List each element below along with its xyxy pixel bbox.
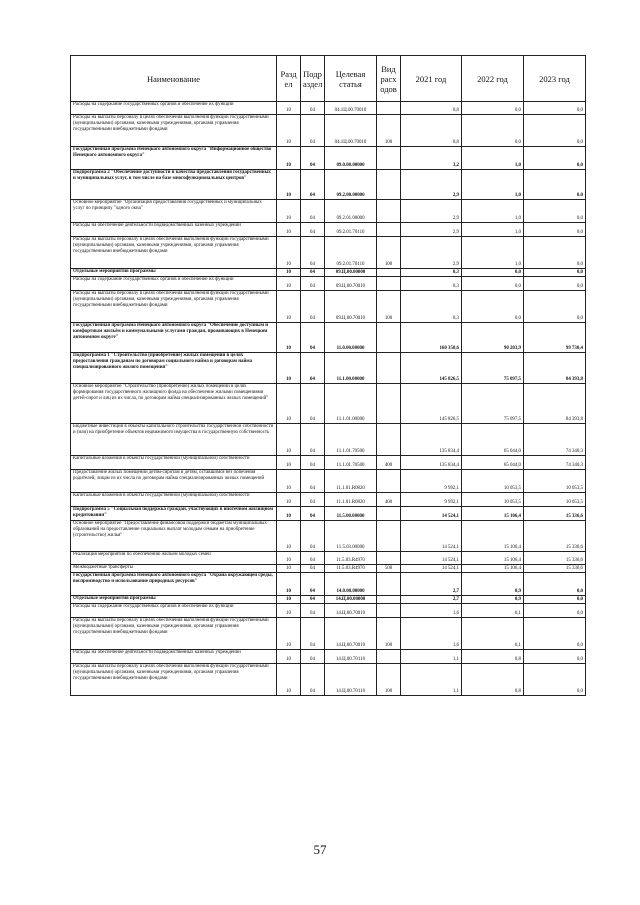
cell-vid-rashodov [377, 596, 401, 604]
cell-2021: 0,8 [401, 102, 462, 115]
cell-name: Расходы на обеспечение деятельности подведомственных казенных учреждений [71, 223, 277, 237]
cell-name: Основное мероприятие "Организация предоставления государственных и муниципальных услуг по принципу "одного окна" [71, 200, 277, 223]
cell-razdel: 10 [277, 424, 301, 456]
table-row [71, 521, 586, 552]
cell-podrazdel: 04 [301, 618, 325, 650]
table-row [71, 424, 586, 456]
budget-table-sheet [70, 55, 585, 696]
cell-2021: 1,1 [401, 650, 462, 664]
cell-name: Государственная программа Ненецкого автономного округа "Обеспечение доступным и комфортным жильём и коммунальными услугами граждан, проживающих в Ненецком автономном округе" [71, 323, 277, 353]
cell-celevaya-statya: 09.2.01.70110 [325, 223, 377, 237]
cell-celevaya-statya: 04.1Ц.00.70010 [325, 102, 377, 115]
cell-podrazdel: 04 [301, 596, 325, 604]
cell-2022: 0,9 [462, 573, 524, 596]
cell-podrazdel: 04 [301, 223, 325, 237]
cell-podrazdel: 04 [301, 493, 325, 507]
cell-name: Расходы на выплаты персоналу в целях обеспечения выполнения функций государственными (муниципальными) органами, казенными учреждениями, органами управления государственными внебюджетными фондами [71, 664, 277, 696]
cell-2023: 0,0 [524, 269, 586, 277]
cell-vid-rashodov: 100 [377, 115, 401, 147]
table-header-row [71, 56, 586, 102]
cell-razdel: 10 [277, 223, 301, 237]
cell-podrazdel: 04 [301, 102, 325, 115]
cell-2023: 0,0 [524, 596, 586, 604]
cell-vid-rashodov: 100 [377, 618, 401, 650]
table-row [71, 147, 586, 170]
cell-2022: 10 053,5 [462, 493, 524, 507]
cell-2021: 1,6 [401, 618, 462, 650]
cell-name: Расходы на выплаты персоналу в целях обеспечения выполнения функций государственными (муниципальными) органами, казенными учреждениями, органами управления государственными внебюджетными фондами [71, 291, 277, 323]
cell-razdel: 10 [277, 552, 301, 565]
cell-name: Отдельные мероприятия программы [71, 596, 277, 604]
cell-celevaya-statya: 11.1.01.00000 [325, 384, 377, 424]
cell-name: Расходы на обеспечение деятельности подведомственных казенных учреждений [71, 650, 277, 664]
table-row [71, 170, 586, 200]
cell-name: Подпрограмма 1 "Строительство (приобретение) жилых помещений в целях предоставления гражданам по договорам социального найма и договорам найма специализированного жилого помещения" [71, 353, 277, 384]
cell-celevaya-statya: 14.Ц.00.70110 [325, 664, 377, 696]
cell-celevaya-statya: 04.1Ц.00.70010 [325, 115, 377, 147]
cell-name: Государственная программа Ненецкого автономного округа "Охрана окружающей среды, воспроизводство и использование природных ресурсов" [71, 573, 277, 596]
header-razdel: Разд ел [277, 56, 301, 102]
cell-name: Реализация мероприятий по обеспечению жильем молодых семей [71, 552, 277, 565]
cell-name: Отдельные мероприятия программы [71, 269, 277, 277]
cell-2023: 0,0 [524, 277, 586, 291]
cell-razdel: 10 [277, 384, 301, 424]
cell-vid-rashodov [377, 470, 401, 493]
table-row [71, 650, 586, 664]
cell-vid-rashodov [377, 102, 401, 115]
cell-vid-rashodov: 100 [377, 291, 401, 323]
page-number: 57 [313, 842, 327, 857]
cell-2021: 3,2 [401, 147, 462, 170]
cell-2021: 1,6 [401, 604, 462, 618]
cell-celevaya-statya: 09.2.01.70110 [325, 237, 377, 269]
table-row [71, 565, 586, 573]
cell-2022: 15 106,4 [462, 507, 524, 521]
cell-podrazdel: 04 [301, 353, 325, 384]
table-row [71, 664, 586, 696]
cell-2023: 84 393,8 [524, 353, 586, 384]
cell-vid-rashodov [377, 521, 401, 552]
cell-razdel: 10 [277, 102, 301, 115]
cell-2023: 0,0 [524, 604, 586, 618]
cell-2023: 0,0 [524, 223, 586, 237]
cell-podrazdel: 04 [301, 200, 325, 223]
cell-podrazdel: 04 [301, 552, 325, 565]
cell-celevaya-statya: 11.1.01.70500 [325, 424, 377, 456]
cell-razdel: 10 [277, 115, 301, 147]
cell-vid-rashodov [377, 384, 401, 424]
cell-2021: 2,9 [401, 237, 462, 269]
table-row [71, 618, 586, 650]
cell-vid-rashodov [377, 424, 401, 456]
header-name: Наименование [71, 56, 277, 102]
cell-celevaya-statya: 11.5.03.R4970 [325, 552, 377, 565]
cell-podrazdel: 04 [301, 456, 325, 470]
cell-2022: 65 044,0 [462, 424, 524, 456]
cell-razdel: 10 [277, 456, 301, 470]
cell-name: Расходы на выплаты персоналу в целях обеспечения выполнения функций государственными (муниципальными) органами, казенными учреждениями, органами управления государственными внебюджетными фондами [71, 115, 277, 147]
cell-2022: 0,1 [462, 618, 524, 650]
cell-celevaya-statya: 09.0.00.00000 [325, 147, 377, 170]
cell-razdel: 10 [277, 604, 301, 618]
cell-2021: 160 350,6 [401, 323, 462, 353]
cell-2021: 0,3 [401, 291, 462, 323]
cell-2023: 84 393,8 [524, 384, 586, 424]
cell-name: Бюджетные инвестиции в объекты капитального строительства государственной собственности и (или) на приобретение объектов недвижимого имущества в государственную собственность [71, 424, 277, 456]
header-2023: 2023 год [524, 56, 586, 102]
cell-2022: 0,0 [462, 269, 524, 277]
cell-2021: 2,7 [401, 596, 462, 604]
cell-2023: 10 053,5 [524, 470, 586, 493]
cell-2022: 1,0 [462, 223, 524, 237]
cell-2023: 74 340,3 [524, 456, 586, 470]
cell-razdel: 10 [277, 323, 301, 353]
cell-podrazdel: 04 [301, 147, 325, 170]
cell-razdel: 10 [277, 573, 301, 596]
cell-2023: 10 053,5 [524, 493, 586, 507]
cell-razdel: 10 [277, 269, 301, 277]
table-row [71, 353, 586, 384]
cell-2022: 1,0 [462, 147, 524, 170]
cell-2022: 90 203,9 [462, 323, 524, 353]
cell-celevaya-statya: 14.0.00.00000 [325, 573, 377, 596]
cell-vid-rashodov [377, 277, 401, 291]
cell-2023: 0,0 [524, 147, 586, 170]
cell-razdel: 10 [277, 664, 301, 696]
table-row [71, 291, 586, 323]
table-row [71, 237, 586, 269]
cell-celevaya-statya: 14.Ц.00.70010 [325, 618, 377, 650]
cell-2022: 15 106,4 [462, 552, 524, 565]
cell-2021: 0,8 [401, 115, 462, 147]
cell-celevaya-statya: 11.0.00.00000 [325, 323, 377, 353]
budget-table [70, 55, 586, 696]
cell-2021: 9 992,1 [401, 493, 462, 507]
cell-razdel: 10 [277, 618, 301, 650]
cell-razdel: 10 [277, 470, 301, 493]
cell-name: Основное мероприятие "Строительство (приобретение) жилых помещений в целях формирования государственного жилищного фонда на обеспечение жилыми помещениями детей-сирот и лиц из их числа, по договорам найма специализированных жилых помещений" [71, 384, 277, 424]
cell-2023: 74 340,3 [524, 424, 586, 456]
cell-razdel: 10 [277, 650, 301, 664]
cell-name: Расходы на содержание государственных органов и обеспечение их функций [71, 604, 277, 618]
cell-2022: 75 097,5 [462, 353, 524, 384]
header-podrazdel: Подр аздел [301, 56, 325, 102]
cell-2021: 1,1 [401, 664, 462, 696]
cell-name: Предоставление жилых помещений детям-сиротам и детям, оставшимся без попечения родителей, лицам из их числа по договорам найма специализированных жилых помещений [71, 470, 277, 493]
header-celevaya-statya: Целевая статья [325, 56, 377, 102]
cell-2022: 0,8 [462, 664, 524, 696]
cell-vid-rashodov: 500 [377, 565, 401, 573]
cell-2023: 0,0 [524, 618, 586, 650]
cell-vid-rashodov [377, 507, 401, 521]
table-row [71, 277, 586, 291]
cell-2023: 15 336,6 [524, 521, 586, 552]
table-row [71, 384, 586, 424]
cell-podrazdel: 04 [301, 115, 325, 147]
cell-2021: 145 826,5 [401, 384, 462, 424]
cell-2023: 0,0 [524, 200, 586, 223]
cell-razdel: 10 [277, 596, 301, 604]
cell-name: Основное мероприятие "Предоставление финансовой поддержки бюджетам муниципальных образований на предоставление социальных выплат молодым семьям на приобретение (строительство) жилья" [71, 521, 277, 552]
cell-vid-rashodov [377, 147, 401, 170]
cell-razdel: 10 [277, 170, 301, 200]
cell-2022: 1,0 [462, 170, 524, 200]
cell-vid-rashodov [377, 552, 401, 565]
cell-razdel: 10 [277, 147, 301, 170]
cell-2021: 9 992,1 [401, 470, 462, 493]
cell-2021: 14 524,1 [401, 552, 462, 565]
cell-2021: 14 524,1 [401, 565, 462, 573]
cell-vid-rashodov: 100 [377, 664, 401, 696]
cell-2023: 0,0 [524, 291, 586, 323]
cell-razdel: 10 [277, 237, 301, 269]
cell-razdel: 10 [277, 200, 301, 223]
cell-celevaya-statya: 09.Ц.00.70010 [325, 277, 377, 291]
cell-podrazdel: 04 [301, 291, 325, 323]
cell-razdel: 10 [277, 353, 301, 384]
cell-2022: 15 106,4 [462, 565, 524, 573]
cell-celevaya-statya: 11.1.01.R0820 [325, 470, 377, 493]
cell-name: Подпрограмма 2 "Обеспечение доступности и качества предоставления государственных и муниципальных услуг, в том числе на базе многофункциональных центров" [71, 170, 277, 200]
cell-2023: 0,0 [524, 664, 586, 696]
cell-2021: 0,3 [401, 277, 462, 291]
cell-2021: 14 524,1 [401, 507, 462, 521]
cell-2022: 65 044,0 [462, 456, 524, 470]
cell-razdel: 10 [277, 565, 301, 573]
cell-2022: 0,0 [462, 102, 524, 115]
cell-celevaya-statya: 09.2.01.00000 [325, 200, 377, 223]
cell-podrazdel: 04 [301, 573, 325, 596]
cell-2023: 0,0 [524, 170, 586, 200]
cell-vid-rashodov [377, 200, 401, 223]
cell-name: Расходы на выплаты персоналу в целях обеспечения выполнения функций государственными (муниципальными) органами, казенными учреждениями, органами управления государственными внебюджетными фондами [71, 237, 277, 269]
cell-podrazdel: 04 [301, 604, 325, 618]
cell-2022: 0,0 [462, 291, 524, 323]
cell-vid-rashodov [377, 223, 401, 237]
cell-podrazdel: 04 [301, 277, 325, 291]
cell-2021: 14 524,1 [401, 521, 462, 552]
table-row [71, 323, 586, 353]
cell-vid-rashodov [377, 170, 401, 200]
cell-razdel: 10 [277, 291, 301, 323]
cell-2021: 2,7 [401, 573, 462, 596]
cell-razdel: 10 [277, 493, 301, 507]
cell-podrazdel: 04 [301, 470, 325, 493]
cell-2023: 99 730,4 [524, 323, 586, 353]
cell-2023: 15 336,6 [524, 507, 586, 521]
table-row [71, 552, 586, 565]
cell-2021: 135 834,4 [401, 424, 462, 456]
cell-razdel: 10 [277, 507, 301, 521]
cell-vid-rashodov [377, 573, 401, 596]
cell-name: Межбюджетные трансферты [71, 565, 277, 573]
cell-celevaya-statya: 09.Ц.00.70010 [325, 291, 377, 323]
cell-name: Подпрограмма 5 "Социальная поддержка граждан, участвующих в ипотечном жилищном кредитовании" [71, 507, 277, 521]
cell-celevaya-statya: 09.Ц.00.00000 [325, 269, 377, 277]
cell-celevaya-statya: 11.5.03.R4970 [325, 565, 377, 573]
cell-name: Государственная программа Ненецкого автономного округа "Информационное общество Ненецкого автономного округа" [71, 147, 277, 170]
table-row [71, 573, 586, 596]
cell-2021: 135 834,4 [401, 456, 462, 470]
cell-vid-rashodov [377, 323, 401, 353]
cell-2023: 15 336,6 [524, 552, 586, 565]
header-2021: 2021 год [401, 56, 462, 102]
cell-podrazdel: 04 [301, 269, 325, 277]
cell-razdel: 10 [277, 277, 301, 291]
cell-2022: 0,8 [462, 650, 524, 664]
header-2022: 2022 год [462, 56, 524, 102]
cell-2022: 1,0 [462, 237, 524, 269]
cell-celevaya-statya: 11.1.01.70500 [325, 456, 377, 470]
cell-2021: 2,9 [401, 223, 462, 237]
cell-2023: 0,0 [524, 573, 586, 596]
cell-celevaya-statya: 11.5.03.00000 [325, 521, 377, 552]
cell-celevaya-statya: 11.5.00.00000 [325, 507, 377, 521]
cell-2022: 0,0 [462, 277, 524, 291]
cell-2022: 0,1 [462, 604, 524, 618]
cell-2021: 2,9 [401, 200, 462, 223]
cell-celevaya-statya: 14.Ц.00.70110 [325, 650, 377, 664]
cell-vid-rashodov [377, 353, 401, 384]
header-vid-rashodov: Вид расх одов [377, 56, 401, 102]
cell-2023: 0,0 [524, 115, 586, 147]
table-row [71, 470, 586, 493]
cell-celevaya-statya: 14.Ц.00.00000 [325, 596, 377, 604]
cell-2022: 1,0 [462, 200, 524, 223]
cell-2022: 75 097,5 [462, 384, 524, 424]
table-row [71, 596, 586, 604]
cell-podrazdel: 04 [301, 521, 325, 552]
cell-vid-rashodov [377, 650, 401, 664]
cell-vid-rashodov [377, 604, 401, 618]
cell-2021: 2,9 [401, 170, 462, 200]
cell-2021: 145 826,5 [401, 353, 462, 384]
table-row [71, 115, 586, 147]
cell-vid-rashodov: 100 [377, 237, 401, 269]
cell-podrazdel: 04 [301, 170, 325, 200]
table-row [71, 200, 586, 223]
cell-2021: 0,3 [401, 269, 462, 277]
cell-podrazdel: 04 [301, 323, 325, 353]
cell-2023: 15 336,6 [524, 565, 586, 573]
cell-podrazdel: 04 [301, 664, 325, 696]
table-row [71, 493, 586, 507]
cell-2023: 0,0 [524, 102, 586, 115]
cell-2022: 15 106,4 [462, 521, 524, 552]
table-row [71, 604, 586, 618]
cell-celevaya-statya: 14.Ц.00.70010 [325, 604, 377, 618]
cell-celevaya-statya: 11.1.00.00000 [325, 353, 377, 384]
cell-celevaya-statya: 09.2.00.00000 [325, 170, 377, 200]
cell-name: Расходы на содержание государственных органов и обеспечение их функций [71, 277, 277, 291]
table-body [71, 102, 586, 696]
cell-podrazdel: 04 [301, 507, 325, 521]
cell-vid-rashodov [377, 269, 401, 277]
cell-vid-rashodov: 400 [377, 456, 401, 470]
table-row [71, 507, 586, 521]
cell-razdel: 10 [277, 521, 301, 552]
cell-celevaya-statya: 11.1.01.R0820 [325, 493, 377, 507]
table-row [71, 456, 586, 470]
cell-name: Расходы на содержание государственных органов и обеспечение их функций [71, 102, 277, 115]
cell-2022: 0,9 [462, 596, 524, 604]
cell-name: Расходы на выплаты персоналу в целях обеспечения выполнения функций государственными (муниципальными) органами, казенными учреждениями, органами управления государственными внебюджетными фондами [71, 618, 277, 650]
cell-name: Капитальные вложения в объекты государственной (муниципальной) собственности [71, 456, 277, 470]
cell-name: Капитальные вложения в объекты государственной (муниципальной) собственности [71, 493, 277, 507]
cell-2023: 0,0 [524, 650, 586, 664]
table-row [71, 102, 586, 115]
cell-vid-rashodov: 400 [377, 493, 401, 507]
cell-podrazdel: 04 [301, 424, 325, 456]
cell-podrazdel: 04 [301, 237, 325, 269]
cell-podrazdel: 04 [301, 565, 325, 573]
cell-2023: 0,0 [524, 237, 586, 269]
table-row [71, 223, 586, 237]
table-row [71, 269, 586, 277]
cell-podrazdel: 04 [301, 384, 325, 424]
cell-2022: 0,0 [462, 115, 524, 147]
cell-podrazdel: 04 [301, 650, 325, 664]
cell-2022: 10 053,5 [462, 470, 524, 493]
